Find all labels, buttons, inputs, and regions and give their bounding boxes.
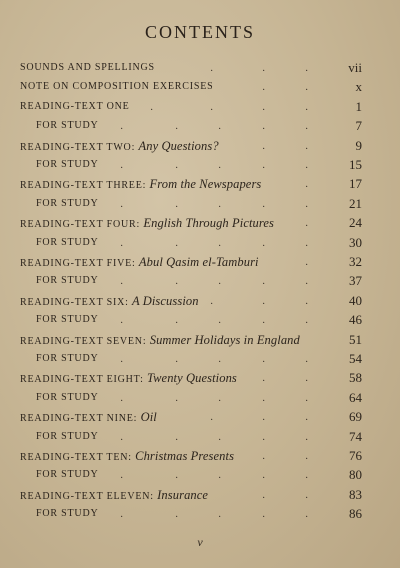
toc-entry-title: READING-TEXT ONE — [20, 100, 130, 112]
toc-entry-title: READING-TEXT TEN: — [20, 452, 132, 463]
leader-dot: · — [262, 279, 266, 291]
toc-entry-page-number: 15 — [349, 157, 362, 172]
leader-dot: · — [175, 163, 179, 174]
toc-entry-title: FOR STUDY — [36, 159, 99, 170]
leader-dot: · — [262, 104, 266, 116]
toc-entry-page-number: 58 — [349, 370, 362, 386]
toc-entry-label — [36, 349, 99, 369]
leader-dot: · — [305, 512, 309, 524]
leader-dot: · — [305, 454, 309, 465]
toc-entry-for-study — [0, 388, 400, 408]
toc-entry-for-study — [0, 465, 400, 485]
toc-entry-label — [36, 388, 99, 408]
toc-entry-page-number: 21 — [349, 195, 362, 211]
leader-dot: · — [262, 415, 266, 427]
leader-dot: · — [305, 221, 309, 233]
leader-dot: · — [262, 357, 266, 368]
toc-entry-title: NOTE ON COMPOSITION EXERCISES — [20, 81, 214, 93]
leader-dot: · — [305, 376, 309, 388]
leader-dot: · — [120, 124, 124, 136]
leader-dot: · — [305, 357, 309, 368]
toc-entry-subtitle: A Discussion — [132, 293, 199, 308]
toc-entry — [0, 446, 400, 466]
toc-entry — [0, 213, 400, 233]
leader-dot: · — [305, 240, 309, 252]
toc-entry — [0, 174, 400, 194]
leader-dot: · — [262, 454, 266, 465]
leader-dot: · — [262, 66, 266, 77]
toc-entry-title: READING-TEXT THREE: — [20, 180, 147, 192]
leader-dot: · — [218, 240, 222, 252]
leader-dot: · — [210, 104, 214, 116]
toc-entry-title: FOR STUDY — [36, 430, 99, 442]
toc-entry-for-study — [0, 427, 400, 447]
toc-entry-page-number: 51 — [349, 331, 362, 347]
leader-dot: · — [120, 473, 124, 485]
toc-entry — [0, 291, 400, 311]
toc-entry-label — [36, 310, 99, 330]
leader-dot: · — [262, 395, 266, 407]
toc-entry-label — [36, 465, 99, 485]
leader-dot: · — [305, 163, 309, 174]
leader-dot: · — [175, 395, 179, 407]
page-footer-number: v — [197, 535, 203, 549]
toc-entry-page-number: 76 — [349, 448, 362, 463]
leader-dot: · — [120, 201, 124, 213]
leader-dot: · — [305, 143, 309, 155]
toc-entry-subtitle: English Through Pictures — [143, 216, 275, 231]
toc-entry-label — [36, 271, 99, 291]
leader-dot: · — [262, 124, 266, 136]
leader-dot: · — [218, 318, 222, 330]
toc-entry-page-number: 9 — [355, 137, 362, 153]
leader-dot: · — [262, 85, 266, 97]
leader-dot: · — [262, 376, 266, 388]
leader-dot: · — [262, 163, 266, 174]
leader-dot: · — [305, 85, 309, 97]
toc-entry-for-study — [0, 116, 400, 136]
toc-entry-title: FOR STUDY — [36, 391, 99, 403]
leader-dot: · — [218, 434, 222, 446]
toc-entry-subtitle: Abul Qasim el-Tamburi — [138, 255, 259, 269]
leader-dot: · — [305, 182, 309, 194]
leader-dot: · — [150, 104, 154, 116]
toc-entry — [0, 407, 400, 427]
leader-dot: · — [262, 143, 266, 155]
toc-entry-title: READING-TEXT SEVEN: — [20, 335, 147, 347]
toc-entry-for-study — [0, 271, 400, 291]
toc-entry-page-number: 64 — [349, 389, 362, 405]
toc-entry-for-study — [0, 155, 400, 175]
toc-entry-title: FOR STUDY — [36, 197, 99, 209]
toc-entry-label — [36, 427, 99, 447]
toc-entry — [0, 136, 400, 156]
leader-dot: · — [175, 201, 179, 213]
toc-entry-page-number: 69 — [349, 409, 362, 425]
toc-entry-page-number: 30 — [349, 234, 362, 250]
toc-entry-page-number: 54 — [349, 351, 362, 366]
toc-entry-page-number: 7 — [355, 118, 362, 134]
leader-dot: · — [120, 357, 124, 368]
toc-entry-subtitle: Insurance — [157, 487, 209, 502]
leader-dot: · — [120, 395, 124, 407]
toc-entry-title: READING-TEXT TWO: — [20, 141, 136, 153]
leader-dot: · — [262, 473, 266, 485]
leader-dot: · — [305, 201, 309, 213]
page-title: CONTENTS — [145, 22, 255, 42]
toc-entry — [0, 97, 400, 117]
toc-entry-title: READING-TEXT EIGHT: — [20, 374, 144, 386]
toc-entry-for-study — [0, 349, 400, 369]
leader-dot: · — [262, 240, 266, 252]
leader-dot: · — [218, 124, 222, 136]
leader-dot: · — [305, 492, 309, 504]
toc-entry-title: FOR STUDY — [36, 508, 99, 520]
toc-entry — [0, 485, 400, 505]
toc-entry-label — [20, 97, 130, 117]
toc-entry-subtitle: From the Newspapers — [149, 177, 262, 192]
toc-entry-title: FOR STUDY — [36, 469, 99, 481]
leader-dot: · — [120, 318, 124, 330]
toc-entry-page-number: 24 — [349, 215, 362, 231]
leader-dot: · — [305, 395, 309, 407]
leader-dot: · — [262, 512, 266, 524]
leader-dot: · — [262, 492, 266, 504]
toc-entry-page-number: 80 — [349, 467, 362, 483]
toc-entry-title: FOR STUDY — [36, 120, 99, 132]
leader-dot: · — [262, 318, 266, 330]
toc-entry-page-number: 46 — [349, 312, 362, 328]
toc-entry-label — [20, 58, 155, 78]
leader-dot: · — [210, 298, 214, 310]
leader-dot: · — [175, 124, 179, 136]
toc-entry-title: FOR STUDY — [36, 275, 99, 287]
toc-entry-label — [36, 194, 99, 214]
toc-entry-label — [20, 77, 213, 97]
leader-dot: · — [218, 279, 222, 291]
leader-dot: · — [305, 415, 309, 427]
toc-entry-page-number: 74 — [349, 428, 362, 444]
toc-entry-page-number: 32 — [349, 254, 362, 269]
leader-dot: · — [218, 357, 222, 368]
toc-entry-for-study — [0, 194, 400, 214]
leader-dot: · — [305, 124, 309, 136]
toc-entry-subtitle: Twenty Questions — [146, 371, 237, 386]
leader-dot: · — [120, 279, 124, 291]
toc-entry-page-number: 17 — [349, 176, 362, 192]
toc-entry — [0, 252, 400, 272]
toc-entry-title: SOUNDS AND SPELLINGS — [20, 62, 155, 73]
toc-entry-page-number: 37 — [349, 273, 362, 289]
toc-entry-label — [36, 504, 99, 524]
leader-dot: · — [305, 260, 309, 271]
leader-dot: · — [218, 512, 222, 524]
toc-entry-page-number: 1 — [355, 98, 362, 114]
leader-dot: · — [218, 201, 222, 213]
toc-entry-label — [36, 155, 99, 175]
leader-dot: · — [120, 163, 124, 174]
toc-entry — [0, 77, 400, 97]
leader-dot: · — [175, 512, 179, 524]
leader-dot: · — [175, 473, 179, 485]
leader-dot: · — [305, 318, 309, 330]
leader-dot: · — [262, 201, 266, 213]
toc-entry-for-study — [0, 310, 400, 330]
leader-dot: · — [210, 66, 214, 77]
toc-entry-title: READING-TEXT ELEVEN: — [20, 490, 154, 502]
leader-dot: · — [305, 473, 309, 485]
leader-dot: · — [262, 298, 266, 310]
leader-dot: · — [120, 512, 124, 524]
toc-entry-page-number: x — [355, 79, 362, 95]
leader-dot: · — [218, 395, 222, 407]
leader-dot: · — [305, 279, 309, 291]
toc-entry-title: FOR STUDY — [36, 236, 99, 248]
leader-dot: · — [218, 473, 222, 485]
leader-dot: · — [120, 434, 124, 446]
leader-dot: · — [218, 163, 222, 174]
toc-entry-subtitle: Oil — [140, 410, 157, 425]
toc-entry — [0, 58, 400, 78]
leader-dot: · — [305, 298, 309, 310]
toc-entry — [0, 368, 400, 388]
leader-dot: · — [175, 357, 179, 368]
leader-dot: · — [305, 434, 309, 446]
toc-entry-title: READING-TEXT SIX: — [20, 296, 129, 308]
toc-entry-label — [36, 233, 99, 253]
toc-entry-page-number: 86 — [349, 506, 362, 522]
toc-entry-label — [36, 116, 99, 136]
toc-entry-title: FOR STUDY — [36, 353, 99, 364]
leader-dot: · — [305, 66, 309, 77]
leader-dot: · — [120, 240, 124, 252]
leader-dot: · — [175, 434, 179, 446]
toc-entry-subtitle: Any Questions? — [138, 138, 219, 153]
toc-entry-page-number: vii — [348, 60, 362, 75]
toc-entry-page-number: 40 — [349, 292, 362, 308]
toc-entry-page-number: 83 — [349, 486, 362, 502]
leader-dot: · — [262, 434, 266, 446]
toc-entry-for-study — [0, 504, 400, 524]
leader-dot: · — [175, 318, 179, 330]
leader-dot: · — [175, 279, 179, 291]
toc-entry-subtitle: Summer Holidays in England — [149, 332, 300, 347]
toc-entry-title: READING-TEXT FOUR: — [20, 219, 141, 231]
toc-entry-title: FOR STUDY — [36, 314, 99, 326]
leader-dot: · — [305, 104, 309, 116]
toc-entry — [0, 330, 400, 350]
toc-entry-title: READING-TEXT NINE: — [20, 413, 138, 425]
toc-entry-for-study — [0, 233, 400, 253]
leader-dot: · — [210, 415, 214, 427]
toc-entry-title: READING-TEXT FIVE: — [20, 258, 136, 269]
leader-dot: · — [175, 240, 179, 252]
toc-entry-subtitle: Christmas Presents — [135, 449, 235, 463]
